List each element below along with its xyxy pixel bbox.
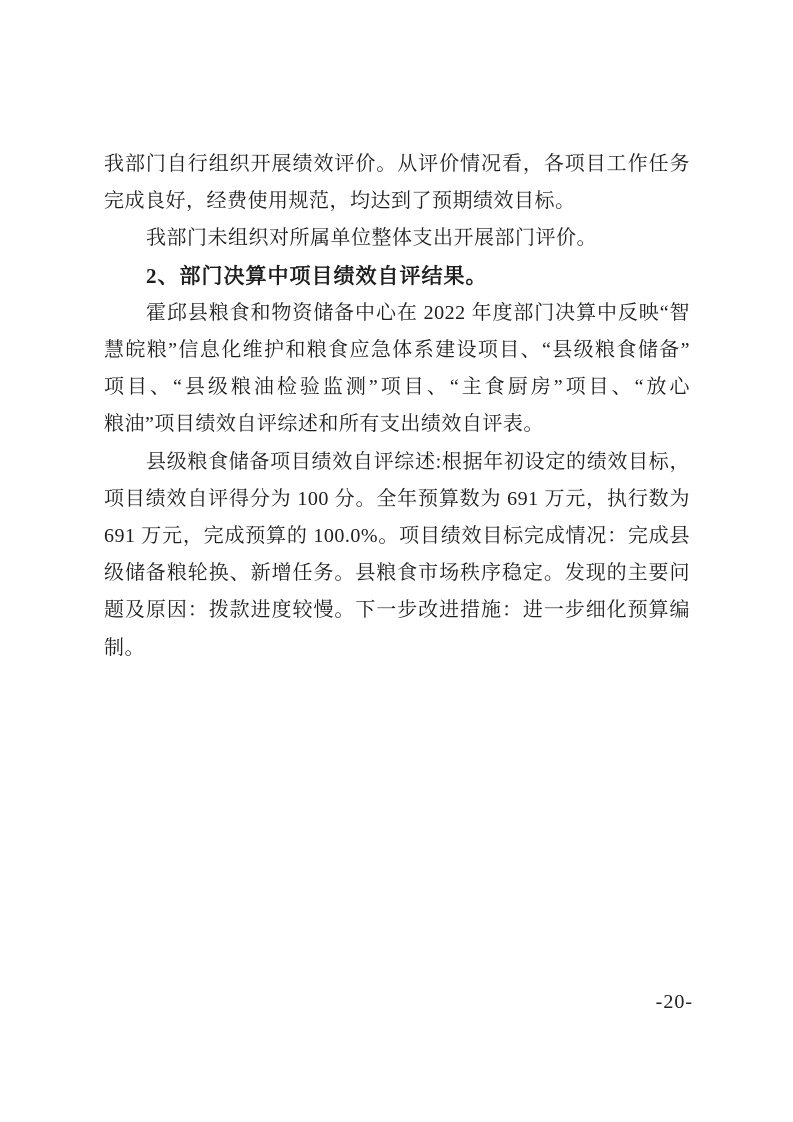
text-line: 我部门未组织对所属单位整体支出开展部门评价。 (146, 227, 597, 250)
text-line: 691 万元，完成预算的 100.0%。项目绩效目标完成情况：完成县 (104, 525, 690, 548)
document-body (104, 146, 690, 667)
text-line: 项目、“县级粮油检验监测”项目、“主食厨房”项目、“放心 (104, 376, 690, 399)
page-number: -20- (655, 991, 693, 1013)
heading-line: 2、部门决算中项目绩效自评结果。 (146, 263, 488, 288)
text-line: 我部门自行组织开展绩效评价。从评价情况看，各项目工作任务 (104, 153, 690, 175)
text-line: 项目绩效自评得分为 100 分。全年预算数为 691 万元，执行数为 (104, 487, 690, 510)
text-line: 完成良好，经费使用规范，均达到了预期绩效目标。 (104, 190, 576, 213)
paragraph-no-unit-evaluation (104, 220, 690, 257)
paragraph-projects-listed (104, 295, 690, 444)
text-line: 级储备粮轮换、新增任务。县粮食市场秩序稳定。发现的主要问 (104, 562, 690, 585)
text-line: 粮油”项目绩效自评综述和所有支出绩效自评表。 (104, 413, 544, 436)
section-heading (104, 258, 690, 295)
paragraph-self-evaluation-continued (104, 146, 690, 220)
text-line: 题及原因：拨款进度较慢。下一步改进措施：进一步细化预算编 (104, 599, 690, 622)
paragraph-grain-reserve-self-eval (104, 444, 690, 667)
text-line: 制。 (104, 636, 145, 659)
text-line: 县级粮食储备项目绩效自评综述:根据年初设定的绩效目标， (146, 450, 690, 473)
text-line: 慧皖粮”信息化维护和粮食应急体系建设项目、“县级粮食储备” (104, 339, 690, 362)
text-line: 霍邱县粮食和物资储备中心在 2022 年度部门决算中反映“智 (146, 301, 690, 324)
